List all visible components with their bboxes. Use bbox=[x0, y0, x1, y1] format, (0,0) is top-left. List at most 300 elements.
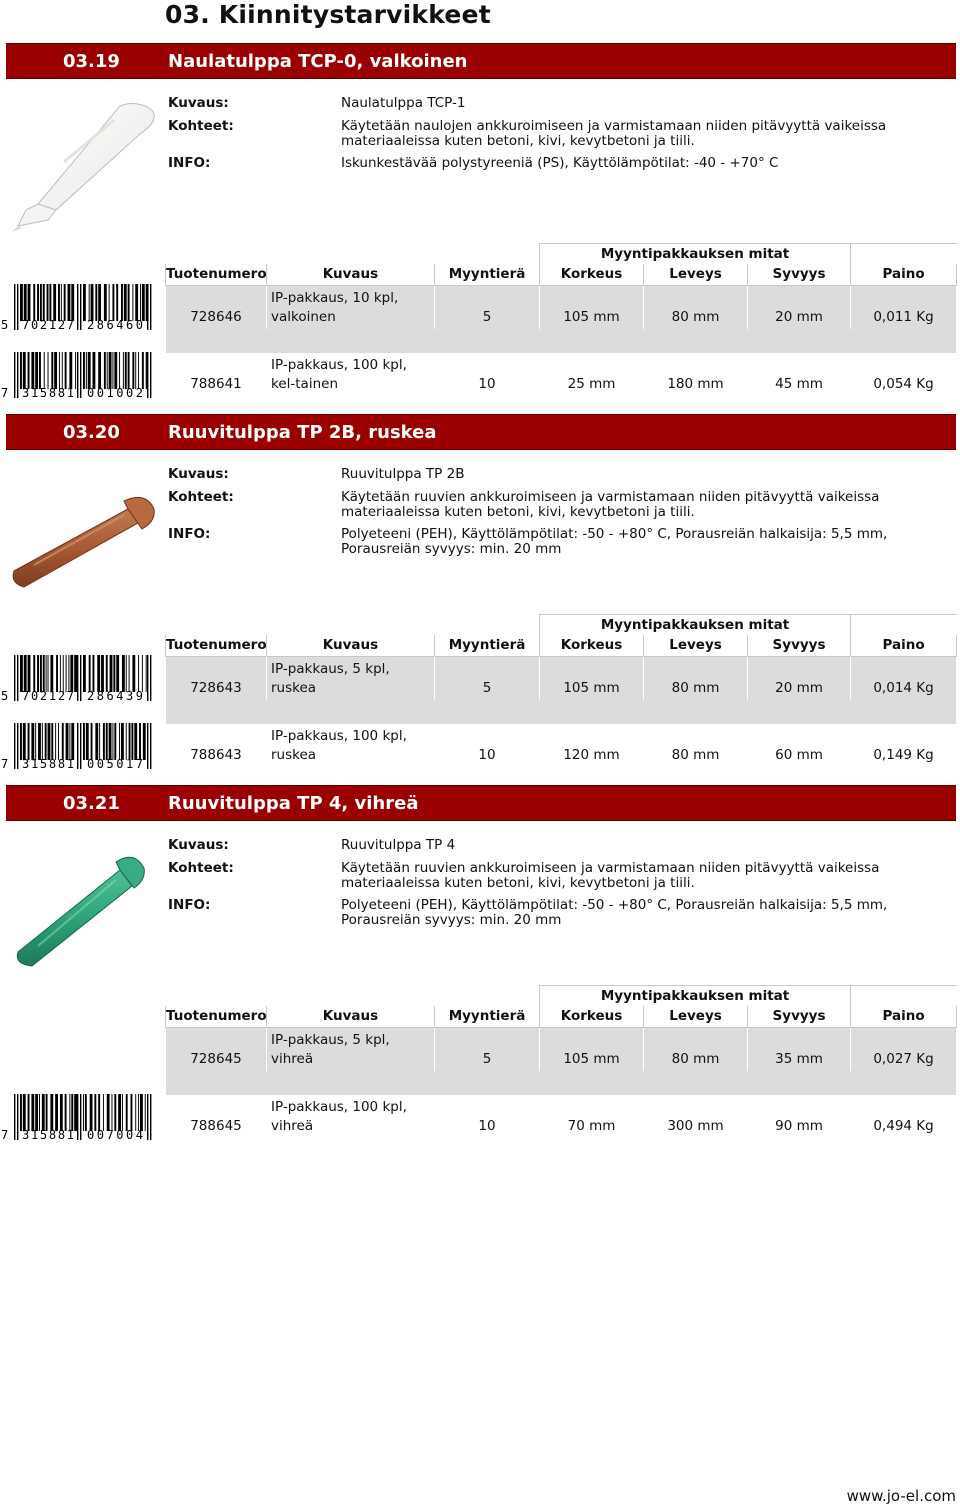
barcode-bar bbox=[28, 1094, 30, 1131]
barcode-bar bbox=[39, 352, 41, 389]
cell-myyntiera: 5 bbox=[435, 657, 540, 700]
barcode-bar bbox=[71, 1094, 73, 1131]
barcode-bar bbox=[83, 1094, 84, 1131]
barcode-bar bbox=[104, 352, 106, 389]
section-title: Ruuvitulppa TP 2B, ruskea bbox=[168, 422, 437, 443]
cell-kuvaus: IP-pakkaus, 5 kpl, ruskea bbox=[267, 657, 435, 700]
barcode-bar bbox=[69, 723, 70, 760]
barcode-bar bbox=[23, 1094, 26, 1131]
barcode-guard-bar bbox=[80, 352, 81, 398]
barcode-bar bbox=[31, 352, 34, 389]
product-table-03-21 bbox=[165, 985, 957, 1138]
barcode-bar bbox=[98, 1094, 100, 1131]
barcode-bar bbox=[50, 655, 53, 692]
barcode-bar bbox=[86, 723, 89, 760]
barcode-bar bbox=[70, 655, 73, 692]
barcode-bar bbox=[97, 655, 100, 692]
cell-kuvaus: IP-pakkaus, 100 kpl, ruskea bbox=[267, 724, 435, 767]
barcode-bar bbox=[61, 284, 62, 321]
section-title: Naulatulppa TCP-0, valkoinen bbox=[168, 51, 468, 72]
cell-syvyys: 35 mm bbox=[748, 1028, 851, 1071]
barcode-bar bbox=[116, 284, 118, 321]
barcode-guard-bar bbox=[150, 352, 151, 398]
barcode-bar bbox=[91, 284, 94, 321]
barcode-bar bbox=[107, 1094, 110, 1131]
barcode-bar bbox=[48, 723, 51, 760]
barcode-bar bbox=[119, 723, 120, 760]
barcode-bar bbox=[46, 655, 47, 692]
barcode-bar bbox=[123, 352, 124, 389]
table-row bbox=[166, 1028, 957, 1071]
barcode-bar bbox=[109, 284, 110, 321]
section-header-03-19 bbox=[6, 43, 956, 79]
barcode-left-digits: 702127 bbox=[22, 689, 74, 703]
col-tuotenumero: Tuotenumero bbox=[166, 635, 267, 657]
barcode-bar bbox=[35, 352, 38, 389]
barcode-bar bbox=[20, 284, 23, 321]
barcode-bar bbox=[95, 284, 97, 321]
col-kuvaus: Kuvaus bbox=[267, 264, 435, 286]
barcode-bar bbox=[20, 723, 22, 760]
cell-korkeus: 70 mm bbox=[540, 1095, 644, 1138]
barcode-guard-bar bbox=[17, 655, 18, 701]
barcode-bar bbox=[90, 1094, 93, 1131]
barcode-right-digits: 007004 bbox=[87, 1128, 143, 1142]
barcode-guard-bar bbox=[14, 284, 15, 330]
barcode-guard-bar bbox=[77, 352, 78, 398]
barcode-bar bbox=[95, 723, 98, 760]
barcode-bar bbox=[69, 352, 72, 389]
barcode-bar bbox=[31, 723, 34, 760]
barcode-bar bbox=[131, 1094, 133, 1131]
barcode-guard-bar bbox=[77, 655, 78, 701]
cell-korkeus: 25 mm bbox=[540, 353, 644, 396]
section-number: 03.19 bbox=[63, 51, 120, 72]
info-value: Polyeteeni (PEH), Käyttölämpötilat: -50 - +80° C, Porausreiän halkaisija: 5,5 mm, Porausreiän syvyys: min. 20 mm bbox=[341, 897, 888, 928]
barcode-bar bbox=[129, 655, 130, 692]
barcode-bar bbox=[60, 655, 61, 692]
barcode-guard-bar bbox=[14, 1094, 15, 1140]
barcode-bar bbox=[112, 1094, 113, 1131]
cell-leveys: 180 mm bbox=[644, 353, 748, 396]
barcode-bar bbox=[114, 352, 117, 389]
barcode-bar bbox=[126, 723, 127, 760]
barcode-guard-bar bbox=[14, 352, 15, 398]
kohteet-value: Käytetään ruuvien ankkuroimiseen ja varmistamaan niiden pitävyyttä vaikeissa materiaaleissa kuten betoni, kivi, kevytbetoni ja tiili. bbox=[341, 860, 880, 891]
table-row bbox=[166, 657, 957, 700]
barcode-bar bbox=[135, 352, 136, 389]
cell-tuotenumero: 788645 bbox=[166, 1095, 267, 1138]
barcode-bar bbox=[37, 284, 39, 321]
barcode-guard-bar bbox=[77, 1094, 78, 1140]
barcode-bar bbox=[94, 1094, 96, 1131]
barcode-guard-bar bbox=[17, 352, 18, 398]
barcode-right-digits: 286460 bbox=[87, 318, 143, 332]
cell-leveys: 300 mm bbox=[644, 1095, 748, 1138]
ean-barcode bbox=[0, 653, 158, 703]
green-screw-plug-image bbox=[4, 838, 160, 988]
col-myyntiera: Myyntierä bbox=[435, 1006, 540, 1028]
barcode-bar bbox=[145, 1094, 146, 1131]
barcode-guard-bar bbox=[150, 723, 151, 769]
col-korkeus: Korkeus bbox=[540, 1006, 644, 1028]
barcode-bar bbox=[140, 1094, 143, 1131]
barcode-bar bbox=[135, 1094, 136, 1131]
barcode-bar bbox=[89, 284, 90, 321]
cell-kuvaus: IP-pakkaus, 100 kpl, kel-tainen bbox=[267, 353, 435, 396]
barcode-bar bbox=[143, 723, 146, 760]
col-myyntiera: Myyntierä bbox=[435, 264, 540, 286]
cell-leveys: 80 mm bbox=[644, 724, 748, 767]
barcode-bar bbox=[106, 723, 108, 760]
kuvaus-label: Kuvaus: bbox=[168, 466, 229, 482]
barcode-bar bbox=[62, 723, 64, 760]
barcode-bar bbox=[23, 723, 26, 760]
barcode-right-digits: 286439 bbox=[87, 689, 143, 703]
barcode-bar bbox=[112, 352, 113, 389]
product-table-03-19 bbox=[165, 243, 957, 396]
group-header: Myyntipakkauksen mitat bbox=[540, 986, 851, 1006]
barcode-bar bbox=[104, 284, 107, 321]
barcode-bar bbox=[53, 284, 56, 321]
barcode-bar bbox=[128, 352, 130, 389]
info-value: Iskunkestävää polystyreeniä (PS), Käyttölämpötilat: -40 - +70° C bbox=[341, 155, 779, 171]
barcode-bar bbox=[132, 352, 134, 389]
barcode-bar bbox=[40, 655, 42, 692]
barcode-bar bbox=[28, 284, 31, 321]
cell-leveys: 80 mm bbox=[644, 286, 748, 329]
col-leveys: Leveys bbox=[644, 635, 748, 657]
cell-paino: 0,149 Kg bbox=[851, 724, 957, 767]
barcode-bar bbox=[140, 284, 141, 321]
cell-myyntiera: 5 bbox=[435, 1028, 540, 1071]
barcode-lead-digit: 7 bbox=[1, 1128, 9, 1142]
barcode-bar bbox=[48, 352, 49, 389]
cell-myyntiera: 10 bbox=[435, 353, 540, 396]
barcode-guard-bar bbox=[77, 723, 78, 769]
table-row bbox=[166, 353, 957, 396]
barcode-lead-digit: 7 bbox=[1, 757, 9, 771]
kuvaus-value: Naulatulppa TCP-1 bbox=[341, 95, 466, 111]
barcode-bar bbox=[85, 1094, 87, 1131]
cell-tuotenumero: 788641 bbox=[166, 353, 267, 396]
barcode-bar bbox=[93, 352, 96, 389]
barcode-bar bbox=[99, 723, 100, 760]
ean-barcode bbox=[0, 350, 158, 400]
table-row bbox=[166, 1095, 957, 1138]
barcode-bar bbox=[122, 655, 125, 692]
ean-barcode bbox=[0, 721, 158, 771]
barcode-bar bbox=[110, 655, 113, 692]
col-korkeus: Korkeus bbox=[540, 264, 644, 286]
barcode-bar bbox=[33, 655, 35, 692]
cell-paino: 0,027 Kg bbox=[851, 1028, 957, 1071]
barcode-guard-bar bbox=[14, 655, 15, 701]
barcode-bar bbox=[48, 655, 49, 692]
barcode-bar bbox=[138, 352, 139, 389]
barcode-bar bbox=[124, 284, 127, 321]
barcode-bar bbox=[43, 284, 45, 321]
barcode-bar bbox=[74, 1094, 77, 1131]
barcode-bar bbox=[51, 723, 53, 760]
cell-syvyys: 60 mm bbox=[748, 724, 851, 767]
cell-kuvaus: IP-pakkaus, 5 kpl, vihreä bbox=[267, 1028, 435, 1071]
barcode-bar bbox=[109, 352, 112, 389]
barcode-guard-bar bbox=[150, 284, 151, 330]
barcode-bar bbox=[98, 352, 101, 389]
barcode-bar bbox=[54, 352, 57, 389]
kohteet-value: Käytetään ruuvien ankkuroimiseen ja varmistamaan niiden pitävyyttä vaikeissa materiaaleissa kuten betoni, kivi, kevytbetoni ja tiili. bbox=[341, 489, 880, 520]
barcode-bar bbox=[42, 723, 43, 760]
group-header: Myyntipakkauksen mitat bbox=[540, 244, 851, 264]
barcode-guard-bar bbox=[17, 1094, 18, 1140]
barcode-bar bbox=[83, 352, 85, 389]
barcode-bar bbox=[93, 655, 95, 692]
barcode-right-digits: 001002 bbox=[87, 386, 143, 400]
barcode-bar bbox=[138, 655, 139, 692]
barcode-bar bbox=[103, 1094, 104, 1131]
barcode-bar bbox=[65, 1094, 67, 1131]
white-nail-plug-image bbox=[4, 92, 160, 242]
cell-syvyys: 90 mm bbox=[748, 1095, 851, 1138]
barcode-bar bbox=[142, 352, 144, 389]
kohteet-value: Käytetään naulojen ankkuroimiseen ja varmistamaan niiden pitävyyttä vaikeissa materiaaleissa kuten betoni, kivi, kevytbetoni ja tiili. bbox=[341, 118, 887, 149]
barcode-bar bbox=[49, 284, 51, 321]
cell-paino: 0,054 Kg bbox=[851, 353, 957, 396]
brown-screw-plug-image bbox=[4, 468, 160, 618]
cell-paino: 0,011 Kg bbox=[851, 286, 957, 329]
cell-myyntiera: 5 bbox=[435, 286, 540, 329]
barcode-bar bbox=[106, 655, 108, 692]
barcode-bar bbox=[122, 1094, 123, 1131]
barcode-bar bbox=[101, 655, 104, 692]
barcode-bar bbox=[116, 655, 119, 692]
col-syvyys: Syvyys bbox=[748, 1006, 851, 1028]
barcode-bar bbox=[58, 723, 59, 760]
barcode-bar bbox=[55, 1094, 58, 1131]
cell-paino: 0,014 Kg bbox=[851, 657, 957, 700]
barcode-bar bbox=[58, 284, 60, 321]
barcode-bar bbox=[107, 352, 108, 389]
col-leveys: Leveys bbox=[644, 264, 748, 286]
barcode-guard-bar bbox=[80, 1094, 81, 1140]
col-syvyys: Syvyys bbox=[748, 264, 851, 286]
barcode-bar bbox=[83, 655, 86, 692]
barcode-bar bbox=[86, 352, 87, 389]
info-label: INFO: bbox=[168, 526, 211, 542]
barcode-bar bbox=[126, 655, 127, 692]
barcode-guard-bar bbox=[147, 723, 148, 769]
cell-tuotenumero: 728645 bbox=[166, 1028, 267, 1071]
cell-korkeus: 105 mm bbox=[540, 1028, 644, 1071]
barcode-bar bbox=[129, 723, 131, 760]
barcode-guard-bar bbox=[147, 655, 148, 701]
col-paino: Paino bbox=[851, 635, 957, 657]
barcode-bar bbox=[109, 723, 112, 760]
barcode-guard-bar bbox=[17, 284, 18, 330]
barcode-left-digits: 702127 bbox=[22, 318, 74, 332]
barcode-bar bbox=[46, 1094, 48, 1131]
col-paino: Paino bbox=[851, 1006, 957, 1028]
barcode-lead-digit: 5 bbox=[1, 689, 9, 703]
info-label: INFO: bbox=[168, 155, 211, 171]
kuvaus-value: Ruuvitulppa TP 4 bbox=[341, 837, 456, 853]
barcode-guard-bar bbox=[80, 723, 81, 769]
cell-paino: 0,494 Kg bbox=[851, 1095, 957, 1138]
barcode-bar bbox=[132, 655, 135, 692]
barcode-bar bbox=[135, 284, 138, 321]
cell-korkeus: 120 mm bbox=[540, 724, 644, 767]
cell-myyntiera: 10 bbox=[435, 724, 540, 767]
barcode-bar bbox=[24, 655, 27, 692]
barcode-bar bbox=[51, 352, 53, 389]
barcode-bar bbox=[40, 284, 42, 321]
barcode-bar bbox=[28, 723, 30, 760]
col-kuvaus: Kuvaus bbox=[267, 1006, 435, 1028]
barcode-left-digits: 315881 bbox=[22, 1128, 74, 1142]
barcode-bar bbox=[69, 1094, 70, 1131]
barcode-bar bbox=[68, 284, 71, 321]
barcode-bar bbox=[83, 284, 86, 321]
barcode-bar bbox=[75, 352, 76, 389]
barcode-bar bbox=[112, 723, 113, 760]
barcode-bar bbox=[98, 284, 101, 321]
barcode-bar bbox=[132, 284, 133, 321]
barcode-bar bbox=[139, 723, 141, 760]
barcode-bar bbox=[42, 1094, 45, 1131]
barcode-guard-bar bbox=[147, 1094, 148, 1140]
info-label: INFO: bbox=[168, 897, 211, 913]
barcode-bar bbox=[62, 352, 63, 389]
kohteet-label: Kohteet: bbox=[168, 489, 234, 505]
barcode-bar bbox=[142, 284, 145, 321]
barcode-bar bbox=[55, 723, 56, 760]
cell-korkeus: 105 mm bbox=[540, 286, 644, 329]
barcode-guard-bar bbox=[150, 655, 151, 701]
barcode-bar bbox=[23, 352, 26, 389]
barcode-bar bbox=[60, 1094, 63, 1131]
barcode-right-digits: 005017 bbox=[87, 757, 143, 771]
col-kuvaus: Kuvaus bbox=[267, 635, 435, 657]
barcode-bar bbox=[56, 655, 58, 692]
barcode-guard-bar bbox=[77, 284, 78, 330]
barcode-guard-bar bbox=[147, 284, 148, 330]
barcode-bar bbox=[83, 723, 85, 760]
barcode-bar bbox=[28, 352, 30, 389]
barcode-bar bbox=[50, 1094, 53, 1131]
section-number: 03.21 bbox=[63, 793, 120, 814]
product-table-03-20 bbox=[165, 614, 957, 767]
col-paino: Paino bbox=[851, 264, 957, 286]
barcode-bar bbox=[103, 723, 105, 760]
barcode-guard-bar bbox=[147, 352, 148, 398]
table-row bbox=[166, 286, 957, 329]
barcode-bar bbox=[43, 655, 45, 692]
barcode-bar bbox=[114, 723, 116, 760]
cell-tuotenumero: 728643 bbox=[166, 657, 267, 700]
barcode-bar bbox=[71, 723, 74, 760]
barcode-lead-digit: 5 bbox=[1, 318, 9, 332]
barcode-bar bbox=[37, 655, 39, 692]
barcode-bar bbox=[74, 655, 77, 692]
barcode-bar bbox=[20, 655, 23, 692]
table-row bbox=[166, 724, 957, 767]
barcode-bar bbox=[119, 352, 120, 389]
barcode-bar bbox=[44, 352, 45, 389]
barcode-guard-bar bbox=[150, 1094, 151, 1140]
col-tuotenumero: Tuotenumero bbox=[166, 264, 267, 286]
section-header-03-21 bbox=[6, 785, 956, 821]
col-leveys: Leveys bbox=[644, 1006, 748, 1028]
kohteet-label: Kohteet: bbox=[168, 118, 234, 134]
cell-kuvaus: IP-pakkaus, 10 kpl, valkoinen bbox=[267, 286, 435, 329]
barcode-bar bbox=[125, 352, 127, 389]
col-korkeus: Korkeus bbox=[540, 635, 644, 657]
ean-barcode bbox=[0, 282, 158, 332]
barcode-bar bbox=[142, 655, 143, 692]
barcode-bar bbox=[38, 723, 41, 760]
barcode-bar bbox=[31, 1094, 34, 1131]
barcode-bar bbox=[91, 723, 93, 760]
barcode-bar bbox=[126, 1094, 128, 1131]
barcode-bar bbox=[131, 723, 133, 760]
barcode-guard-bar bbox=[17, 723, 18, 769]
barcode-bar bbox=[128, 284, 130, 321]
barcode-bar bbox=[138, 1094, 139, 1131]
section-title: Ruuvitulppa TP 4, vihreä bbox=[168, 793, 419, 814]
cell-korkeus: 105 mm bbox=[540, 657, 644, 700]
cell-myyntiera: 10 bbox=[435, 1095, 540, 1138]
kohteet-label: Kohteet: bbox=[168, 860, 234, 876]
barcode-bar bbox=[45, 723, 47, 760]
cell-tuotenumero: 788643 bbox=[166, 724, 267, 767]
barcode-bar bbox=[121, 723, 124, 760]
barcode-bar bbox=[114, 1094, 116, 1131]
group-header: Myyntipakkauksen mitat bbox=[540, 615, 851, 635]
barcode-bar bbox=[118, 1094, 121, 1131]
footer-url: www.jo-el.com bbox=[846, 1487, 956, 1505]
cell-syvyys: 20 mm bbox=[748, 286, 851, 329]
page-title: 03. Kiinnitystarvikkeet bbox=[165, 0, 491, 29]
kuvaus-value: Ruuvitulppa TP 2B bbox=[341, 466, 465, 482]
barcode-bar bbox=[134, 723, 137, 760]
col-tuotenumero: Tuotenumero bbox=[166, 1006, 267, 1028]
info-value: Polyeteeni (PEH), Käyttölämpötilat: -50 - +80° C, Porausreiän halkaisija: 5,5 mm, Porausreiän syvyys: min. 20 mm bbox=[341, 526, 888, 557]
col-myyntiera: Myyntierä bbox=[435, 635, 540, 657]
cell-leveys: 80 mm bbox=[644, 657, 748, 700]
barcode-bar bbox=[68, 655, 69, 692]
barcode-lead-digit: 7 bbox=[1, 386, 9, 400]
col-syvyys: Syvyys bbox=[748, 635, 851, 657]
barcode-bar bbox=[59, 352, 60, 389]
barcode-bar bbox=[66, 723, 69, 760]
barcode-bar bbox=[24, 284, 27, 321]
cell-syvyys: 45 mm bbox=[748, 353, 851, 396]
cell-leveys: 80 mm bbox=[644, 1028, 748, 1071]
section-header-03-20 bbox=[6, 414, 956, 450]
barcode-bar bbox=[146, 655, 147, 692]
barcode-bar bbox=[47, 284, 49, 321]
barcode-guard-bar bbox=[80, 284, 81, 330]
barcode-left-digits: 315881 bbox=[22, 757, 74, 771]
barcode-bar bbox=[35, 723, 36, 760]
barcode-bar bbox=[89, 655, 91, 692]
barcode-bar bbox=[20, 1094, 22, 1131]
kuvaus-label: Kuvaus: bbox=[168, 837, 229, 853]
barcode-guard-bar bbox=[14, 723, 15, 769]
barcode-guard-bar bbox=[80, 655, 81, 701]
cell-tuotenumero: 728646 bbox=[166, 286, 267, 329]
